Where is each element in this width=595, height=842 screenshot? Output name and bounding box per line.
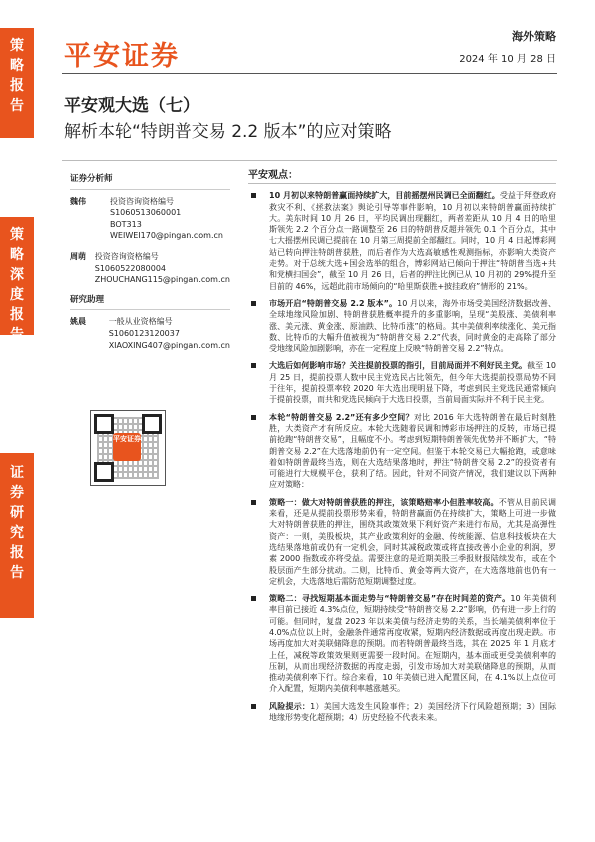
- view-point: [248, 701, 556, 724]
- point-lead: 风险提示：: [269, 701, 311, 711]
- sidebar-char: 告: [10, 565, 24, 581]
- assistant-line: 一般从业资格编号: [108, 317, 173, 327]
- sidebar-char: 深: [10, 267, 24, 283]
- sidebar-char: 度: [10, 287, 24, 303]
- point-text: 10 月以来，海外市场受美国经济数据改善、全球地缘风险加剧、特朗普获胜概率提升的多重影响，呈现“美股涨、美债利率涨、美元涨、黄金涨、原油跌、比特币涨”的格局。其中美债利率续涨化、美元指数、比特币的大幅升值被视为“特朗普交易 2.2”代表，同时黄金的走高除了部分受地缘风险加剧影响，亦在一定程度上反映“特朗普交易 2.2”特点。: [269, 298, 556, 354]
- analyst-email[interactable]: ZHOUCHANG115@pingan.com.cn: [94, 275, 230, 285]
- analyst-line: 投资咨询资格编号: [94, 251, 159, 261]
- sidebar-char: 证: [10, 465, 24, 481]
- view-point: [248, 190, 556, 292]
- sidebar-char: 告: [10, 327, 24, 343]
- analyst-name: 周萌: [70, 251, 86, 261]
- analyst-line: BOT313: [110, 219, 142, 229]
- view-point: [248, 497, 556, 587]
- views-column: [248, 170, 556, 729]
- analyst-section-title: 证券分析师: [70, 174, 230, 190]
- assistant-email[interactable]: XIAOXING407@pingan.com.cn: [108, 340, 230, 350]
- view-point: [248, 360, 556, 405]
- bullet-icon: [251, 193, 256, 198]
- report-title: 解析本轮“特朗普交易 2.2 版本”的应对策略: [64, 122, 392, 142]
- title-divider: [62, 160, 557, 161]
- point-lead: 本轮“特朗普交易 2.2”还有多少空间？: [269, 412, 414, 422]
- bullet-icon: [251, 415, 256, 420]
- qr-logo: 平安证券: [113, 433, 141, 461]
- analyst-name: 魏伟: [70, 196, 86, 206]
- series-title: 平安观大选（七）: [64, 96, 200, 116]
- assistant-line: S1060123120037: [108, 328, 180, 338]
- sidebar-char: 报: [10, 545, 24, 561]
- sidebar-char: 略: [10, 58, 24, 74]
- view-point: [248, 593, 556, 695]
- sidebar-char: 报: [10, 78, 24, 94]
- sidebar-char: 券: [10, 485, 24, 501]
- sidebar-char: 研: [10, 505, 24, 521]
- analyst-line: S1060513060001: [110, 208, 182, 218]
- analyst-column: [70, 174, 230, 360]
- bullet-icon: [251, 363, 256, 368]
- assistant-name: 姚晨: [70, 317, 86, 327]
- report-date: 2024 年 10 月 28 日: [459, 54, 556, 65]
- bullet-icon: [251, 500, 256, 505]
- view-point: [248, 298, 556, 354]
- sidebar-tag-depth-report: [0, 217, 34, 343]
- sidebar-tag-strategy-report: [0, 28, 34, 138]
- sidebar-char: 报: [10, 307, 24, 323]
- qr-code-icon[interactable]: [90, 410, 166, 486]
- views-heading: 平安观点：: [248, 170, 556, 184]
- analyst-line: S1060522080004: [94, 263, 166, 273]
- sidebar-char: 告: [10, 98, 24, 114]
- view-point: [248, 412, 556, 491]
- sidebar-char: 策: [10, 227, 24, 243]
- analyst-entry: [70, 196, 230, 242]
- point-text: 截至 10 月 25 日，提前投票人数中民主党选民占比领先，但今年大选提前投票局势不同于往年，提前投票率较 2020 年大选出现明显下降，考虑到民主党选民通常倾向于提前投票，而共和党选民倾向于大选日投票，当前局面实际并不利于民主党。: [269, 361, 556, 405]
- sidebar-tag-securities-research: [0, 453, 34, 618]
- sidebar-char: 略: [10, 247, 24, 263]
- bullet-icon: [251, 301, 256, 306]
- header-divider: [62, 73, 557, 74]
- point-lead: 策略二：寻找短期基本面走势与“特朗普交易”存在时间差的资产。: [269, 594, 511, 604]
- point-text: 受益于拜登政府救灾不利、《拯救法案》舆论引导等事件影响，10 月初以来特朗普赢面持续扩大。美东时间 10 月 26 日，平均民调出现翻红，两者差距从 10 月 4 日的哈里斯领先 2.2 个百分点一路调整至 26 日的特朗普反超并领先 0.1 个百分点，其中七大摇摆州民调已提前在 10 月第三周提前全部翻红。同时，10 月 4 日起博彩网站已转向押注特朗普获胜，而后者作为大选高敏感性观测指标，亦影响大类资产走势。对于总统大选+国会选举的组合，博彩网站已倾向于押注“特朗普当选+共和党横扫国会”，截至 10 月 26 日，后者的押注比例已从 10 月初的 29%提升至目前的 46%，远超此前市场倾向的“哈里斯获胜+披挂政府”情形的 21%。: [269, 191, 557, 291]
- sidebar-char: 究: [10, 525, 24, 541]
- point-text: 不管从目前民调来看，还是从提前投票形势来看，特朗普赢面仍在持续扩大，策略上可进一步做大对特朗普获胜的押注，围绕其政策效果下利好资产来进行布局，尤其是高弹性资产：一则，美股板块，其产业政策利好的金融、传统能源、信息科技板块在大选结果落地前或仍有一定机会，同时其减税政策或将直接改善小企业的利润，罗素 2000 指数或亦将受益。需要注意的是近期美股三季报财报陆续发布，或在个股层面产生部分扰动。二则，比特币、黄金等两大资产，在大选落地前也仍有一定机会，大选落地后需防范短期调整过度。: [269, 497, 557, 586]
- point-text: 1）美国大选发生风险事件；2）美国经济下行风险超预期；3）国际地缘形势变化超预期；4）历史经验不代表未来。: [269, 701, 556, 723]
- assistant-entry: [70, 316, 230, 351]
- report-type: 海外策略: [512, 30, 556, 43]
- bullet-icon: [251, 596, 256, 601]
- sidebar-char: 策: [10, 38, 24, 54]
- company-logo: 平安证券: [64, 41, 180, 72]
- analyst-line: 投资咨询资格编号: [110, 196, 174, 206]
- point-text: 10 年美债利率目前已接近 4.3%点位，短期持续受“特朗普交易 2.2”影响，仍有进一步上行的可能。但同时，复盘 2023 年以来美债与经济走势的关系，当长端美债利率位于 4.0%点位以上时，金融条件通常再度收紧，短期内经济数据或再度出现走跌。市场再度加大对美联储降息的预期。而若特朗普最终当选，其在 2025 年 1 月底才上任，减税等政策效果则更需要一段时间。在短期内，基本面或更受美债利率的压制，从而出现经济数据的再度走弱，引发市场加大对美联储降息的预期，从而推动美债利率下行。综合来看，10 年美债已进入配置区间，在 4.1%以上点位可介入配置，短期内美债利率越涨越买。: [269, 594, 556, 694]
- assistant-section-title: 研究助理: [70, 295, 230, 311]
- point-lead: 市场开启“特朗普交易 2.2 版本”。: [269, 298, 398, 308]
- analyst-email[interactable]: WEIWEI170@pingan.com.cn: [110, 231, 223, 241]
- point-text: 对比 2016 年大选特朗普在最后时刻胜胜，大类资产才有所反应。本轮大选随着民调和博彩市场押注的反转，市场已提前抢跑“特朗普交易”，且幅度不小。考虑到短期特朗普领先优势并不断扩大，“特朗普交易 2.2”在大选落地前仍有一定空间。但鉴于本轮交易已大幅抢跑，或意味着如特朗普最终当选，则在大选结果落地时，押注“特朗普交易 2.2”的投资者有可能进行大规模平仓，获利了结。因此，针对不同资产情况，我们建议以下两种应对策略：: [269, 412, 556, 490]
- point-lead: 策略一：做大对特朗普获胜的押注，该策略赔率小但胜率较高。: [269, 497, 499, 507]
- point-lead: 10 月初以来特朗普赢面持续扩大，目前摇摆州民调已全面翻红。: [269, 191, 500, 201]
- bullet-icon: [251, 704, 256, 709]
- point-lead: 大选后如何影响市场？关注提前投票的指引，目前局面并不利好民主党。: [269, 361, 528, 371]
- analyst-entry: [70, 251, 230, 286]
